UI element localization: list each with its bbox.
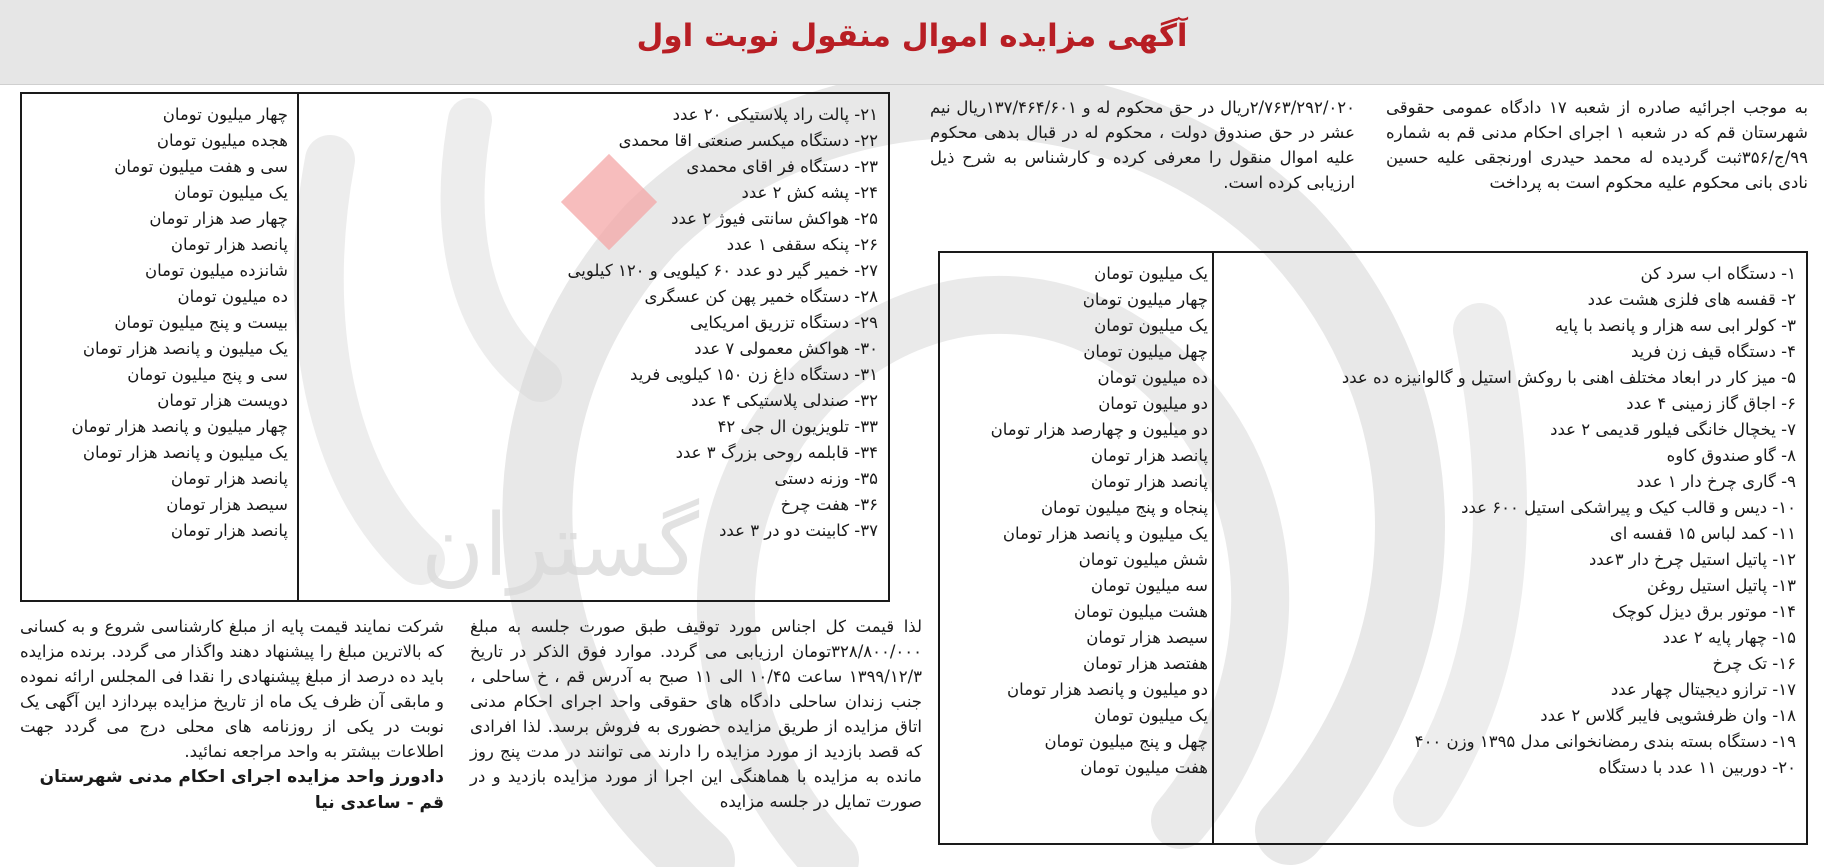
- signature-line-2: قم - ساعدی نیا: [314, 793, 444, 813]
- item-34: ۳۴- قابلمه روحی بزرگ ۳ عدد: [675, 443, 878, 462]
- item-23: ۲۳- دستگاه فر اقای محمدی: [686, 157, 878, 176]
- item-28: ۲۸- دستگاه خمیر پهن کن عسگری: [644, 287, 878, 306]
- item-1: ۱- دستگاه اب سرد کن: [1640, 264, 1796, 283]
- item-10: ۱۰- دیس و قالب کیک و پیراشکی استیل ۶۰۰ عدد: [1461, 498, 1796, 517]
- item-25: ۲۵- هواکش سانتی فیوژ ۲ عدد: [671, 209, 878, 228]
- price-13: سه میلیون تومان: [1090, 576, 1208, 595]
- price-30: یک میلیون و پانصد هزار تومان: [82, 339, 288, 358]
- price-12: شش میلیون تومان: [1078, 550, 1208, 569]
- item-27: ۲۷- خمیر گیر دو عدد ۶۰ کیلویی و ۱۲۰ کیلویی: [567, 261, 878, 280]
- price-7: دو میلیون و چهارصد هزار تومان: [990, 420, 1208, 439]
- price-3: یک میلیون تومان: [1094, 316, 1208, 335]
- item-37: ۳۷- کابینت دو در ۳ عدد: [719, 521, 878, 540]
- item-31: ۳۱- دستگاه داغ زن ۱۵۰ کیلویی فرید: [630, 365, 878, 384]
- price-8: پانصد هزار تومان: [1090, 446, 1208, 465]
- closing-paragraph-1: لذا قیمت کل اجناس مورد توقیف طبق صورت جلسه به مبلغ ۳۲۸/۸۰۰/۰۰۰تومان ارزیابی می گردد. موارد فوق الذکر در تاریخ ۱۳۹۹/۱۲/۳ ساعت ۱۰/۴۵ الی ۱۱ صبح به آدرس قم ، خ ساحلی ، جنب زندان ساحلی دادگاه های حقوقی واحد اجرای احکام مدنی اتاق مزایده از طریق مزایده حضوری به فروش برسد. لذا افرادی که قصد بازدید از مورد مزایده را دارند می توانند در مدت پنج روز مانده به مزایده با هماهنگی این اجرا از مورد مزایده بازدید و در صورت تمایل در جلسه مزایده: [470, 617, 922, 811]
- price-20: هفت میلیون تومان: [1080, 758, 1208, 777]
- item-26: ۲۶- پنکه سقفی ۱ عدد: [726, 235, 878, 254]
- item-11: ۱۱- کمد لباس ۱۵ قفسه ای: [1609, 524, 1796, 543]
- item-35: ۳۵- وزنه دستی: [774, 469, 878, 488]
- item-24: ۲۴- پشه کش ۲ عدد: [741, 183, 878, 202]
- item-9: ۹- گاری چرخ دار ۱ عدد: [1636, 472, 1796, 491]
- price-10: پنجاه و پنج میلیون تومان: [1040, 498, 1208, 517]
- price-11: یک میلیون و پانصد هزار تومان: [1002, 524, 1208, 543]
- items-table-1-20: [938, 251, 1808, 845]
- table-column-divider: [1212, 253, 1214, 843]
- price-21: چهار میلیون تومان: [162, 105, 288, 124]
- price-19: چهل و پنج میلیون تومان: [1044, 732, 1208, 751]
- price-6: دو میلیون تومان: [1098, 394, 1208, 413]
- price-9: پانصد هزار تومان: [1090, 472, 1208, 491]
- table-column-divider: [297, 94, 299, 600]
- items-column: [1216, 261, 1796, 781]
- intro-paragraph-1: به موجب اجرائیه صادره از شعبه ۱۷ دادگاه عمومی حقوقی شهرستان قم که در شعبه ۱ اجرای احکام مدنی قم به شماره ۹۹/ج/۳۵۶ثبت گردیده له محمد حیدری اورنجقی علیه حسین نادی بانی محکوم علیه محکوم است به پرداخت: [1386, 98, 1808, 192]
- price-29: بیست و پنج میلیون تومان: [114, 313, 288, 332]
- notice-title: آگهی مزایده اموال منقول نوبت اول: [636, 18, 1188, 54]
- price-4: چهل میلیون تومان: [1083, 342, 1208, 361]
- item-2: ۲- قفسه های فلزی هشت عدد: [1587, 290, 1796, 309]
- item-20: ۲۰- دوربین ۱۱ عدد با دستگاه: [1598, 758, 1796, 777]
- notice-header: [0, 0, 1824, 85]
- item-3: ۳- کولر ابی سه هزار و پانصد با پایه: [1554, 316, 1796, 335]
- price-32: دویست هزار تومان: [157, 391, 288, 410]
- price-2: چهار میلیون تومان: [1082, 290, 1208, 309]
- closing-text: شرکت نمایند قیمت پایه از مبلغ کارشناسی شروع و به کسانی که بالاترین مبلغ را پیشنهاد دهند واگذار می گردد. برنده مزایده باید ده درصد از مبلغ پیشنهادی را نقدا فی المجلس ارائه نموده و مابقی آن ظرف یک ماه از تاریخ مزایده بپردازد این آگهی یک نوبت در یکی از روزنامه های محلی درج می گردد جهت اطلاعات بیشتر به واحد مراجعه نمائید.: [20, 617, 444, 761]
- price-33: چهار میلیون و پانصد هزار تومان: [71, 417, 288, 436]
- items-column: [308, 102, 878, 544]
- price-27: شانزده میلیون تومان: [144, 261, 288, 280]
- item-12: ۱۲- پاتیل استیل چرخ دار ۳عدد: [1588, 550, 1796, 569]
- price-23: سی و هفت میلیون تومان: [114, 157, 288, 176]
- item-16: ۱۶- تک چرخ: [1712, 654, 1796, 673]
- price-25: چهار صد هزار تومان: [149, 209, 288, 228]
- item-6: ۶- اجاق گاز زمینی ۴ عدد: [1626, 394, 1796, 413]
- items-table-21-37: [20, 92, 890, 602]
- item-18: ۱۸- وان ظرفشویی فایبر گلاس ۲ عدد: [1540, 706, 1796, 725]
- item-33: ۳۳- تلویزیون ال جی ۴۲: [717, 417, 878, 436]
- item-19: ۱۹- دستگاه بسته بندی رمضانخوانی مدل ۱۳۹۵ وزن ۴۰۰: [1414, 732, 1796, 751]
- price-24: یک میلیون تومان: [174, 183, 288, 202]
- item-22: ۲۲- دستگاه میکسر صنعتی اقا محمدی: [618, 131, 878, 150]
- item-14: ۱۴- موتور برق دیزل کوچک: [1612, 602, 1796, 621]
- signature-line-1: دادورز واحد مزایده اجرای احکام مدنی شهرستان: [39, 767, 444, 787]
- price-1: یک میلیون تومان: [1094, 264, 1208, 283]
- price-26: پانصد هزار تومان: [170, 235, 288, 254]
- item-17: ۱۷- ترازو دیجیتال چهار عدد: [1610, 680, 1796, 699]
- price-17: دو میلیون و پانصد هزار تومان: [1006, 680, 1208, 699]
- price-22: هجده میلیون تومان: [156, 131, 288, 150]
- item-4: ۴- دستگاه قیف زن فرید: [1630, 342, 1796, 361]
- price-14: هشت میلیون تومان: [1073, 602, 1208, 621]
- prices-column: [26, 102, 288, 544]
- price-34: یک میلیون و پانصد هزار تومان: [82, 443, 288, 462]
- item-30: ۳۰- هواکش معمولی ۷ عدد: [694, 339, 878, 358]
- closing-paragraph-2: [20, 614, 444, 816]
- watermark-text: گستران: [420, 496, 700, 596]
- price-28: ده میلیون تومان: [177, 287, 288, 306]
- price-18: یک میلیون تومان: [1094, 706, 1208, 725]
- item-5: ۵- میز کار در ابعاد مختلف اهنی با روکش استیل و گالوانیزه ده عدد: [1341, 368, 1796, 387]
- item-13: ۱۳- پاتیل استیل روغن: [1646, 576, 1796, 595]
- prices-column: [948, 261, 1208, 781]
- intro-paragraph-2: ۲/۷۶۳/۲۹۲/۰۲۰ریال در حق محکوم له و ۱۳۷/۴۶۴/۶۰۱ریال نیم عشر در حق صندوق دولت ، محکوم له در قبال بدهی محکوم علیه اموال منقول را معرفی کرده و کارشناس به شرح ذیل ارزیابی کرده است.: [930, 98, 1355, 192]
- item-29: ۲۹- دستگاه تزریق امریکایی: [690, 313, 878, 332]
- item-32: ۳۲- صندلی پلاستیکی ۴ عدد: [691, 391, 878, 410]
- price-36: سیصد هزار تومان: [166, 495, 288, 514]
- item-8: ۸- گاو صندوق کاوه: [1666, 446, 1796, 465]
- price-15: سیصد هزار تومان: [1086, 628, 1208, 647]
- item-36: ۳۶- هفت چرخ: [780, 495, 878, 514]
- price-31: سی و پنج میلیون تومان: [127, 365, 288, 384]
- item-21: ۲۱- پالت راد پلاستیکی ۲۰ عدد: [672, 105, 878, 124]
- price-16: هفتصد هزار تومان: [1083, 654, 1208, 673]
- item-7: ۷- یخچال خانگی فیلور قدیمی ۲ عدد: [1550, 420, 1796, 439]
- price-35: پانصد هزار تومان: [170, 469, 288, 488]
- price-37: پانصد هزار تومان: [170, 521, 288, 540]
- item-15: ۱۵- چهار پایه ۲ عدد: [1662, 628, 1796, 647]
- price-5: ده میلیون تومان: [1097, 368, 1208, 387]
